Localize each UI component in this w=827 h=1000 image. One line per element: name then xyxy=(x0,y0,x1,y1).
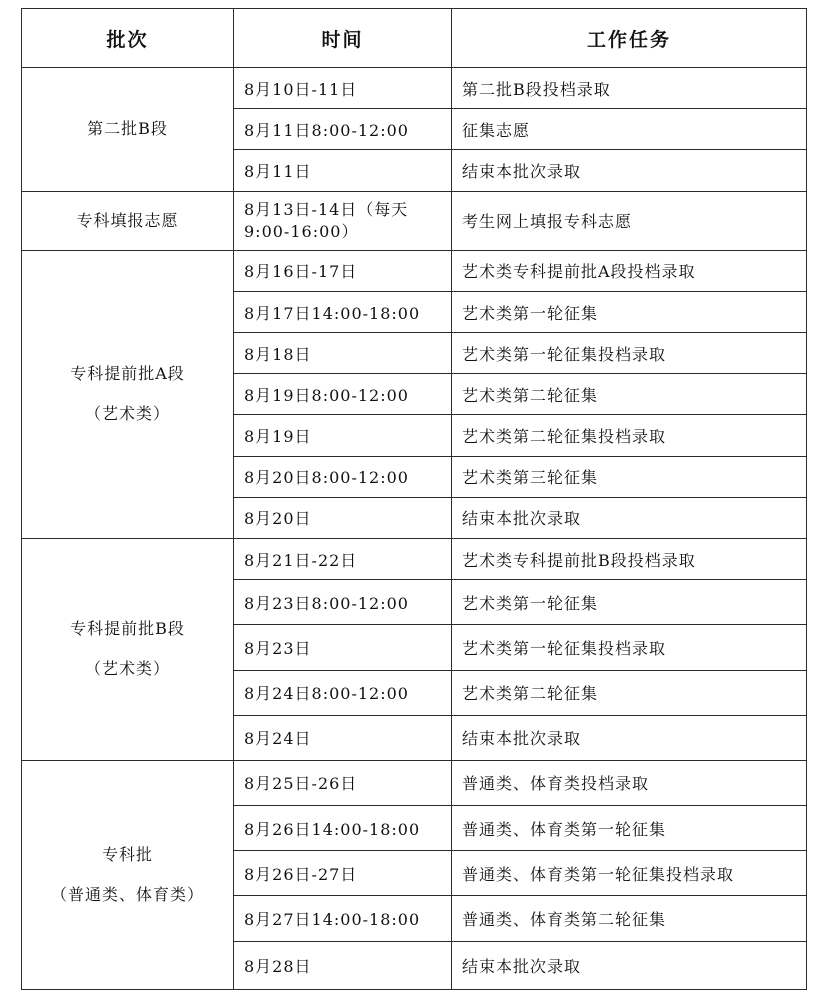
task-cell: 普通类、体育类第二轮征集 xyxy=(452,896,807,941)
task-cell: 征集志愿 xyxy=(452,109,807,150)
time-cell: 8月10日-11日 xyxy=(234,68,452,109)
time-cell: 8月26日-27日 xyxy=(234,851,452,896)
task-cell: 结束本批次录取 xyxy=(452,150,807,191)
task-cell: 普通类、体育类第一轮征集投档录取 xyxy=(452,851,807,896)
task-cell: 结束本批次录取 xyxy=(452,941,807,989)
time-cell: 8月13日-14日（每天9:00-16:00） xyxy=(234,191,452,250)
task-cell: 艺术类专科提前批B段投档录取 xyxy=(452,538,807,579)
batch-label: 专科填报志愿 xyxy=(76,210,179,230)
task-cell: 普通类、体育类第一轮征集 xyxy=(452,806,807,851)
time-cell: 8月27日14:00-18:00 xyxy=(234,896,452,941)
time-cell: 8月11日 xyxy=(234,150,452,191)
batch-label: （艺术类） xyxy=(84,659,170,679)
task-cell: 结束本批次录取 xyxy=(452,497,807,538)
batch-label: 专科提前批A段 xyxy=(70,364,185,384)
time-cell: 8月20日 xyxy=(234,497,452,538)
batch-cell xyxy=(22,191,234,250)
batch-label: （艺术类） xyxy=(84,404,170,424)
admission-schedule-table xyxy=(21,8,807,990)
time-cell: 8月11日8:00-12:00 xyxy=(234,109,452,150)
batch-cell xyxy=(22,68,234,192)
table-body xyxy=(22,68,807,990)
time-cell: 8月23日 xyxy=(234,625,452,670)
task-cell: 艺术类第一轮征集投档录取 xyxy=(452,333,807,374)
batch-label: （普通类、体育类） xyxy=(50,884,204,904)
batch-label: 第二批B段 xyxy=(87,119,168,139)
header-task: 工作任务 xyxy=(452,9,807,68)
time-cell: 8月21日-22日 xyxy=(234,538,452,579)
task-cell: 艺术类第三轮征集 xyxy=(452,456,807,497)
task-cell: 第二批B段投档录取 xyxy=(452,68,807,109)
task-cell: 考生网上填报专科志愿 xyxy=(452,191,807,250)
time-cell: 8月24日8:00-12:00 xyxy=(234,670,452,715)
table-row xyxy=(22,191,807,250)
time-cell: 8月25日-26日 xyxy=(234,760,452,805)
time-cell: 8月24日 xyxy=(234,715,452,760)
task-cell: 普通类、体育类投档录取 xyxy=(452,760,807,805)
task-cell: 艺术类第二轮征集投档录取 xyxy=(452,415,807,456)
time-cell: 8月26日14:00-18:00 xyxy=(234,806,452,851)
batch-cell xyxy=(22,250,234,538)
batch-label: 专科批 xyxy=(101,844,153,864)
task-cell: 艺术类第二轮征集 xyxy=(452,374,807,415)
time-cell: 8月23日8:00-12:00 xyxy=(234,580,452,625)
time-cell: 8月19日 xyxy=(234,415,452,456)
time-cell: 8月28日 xyxy=(234,941,452,989)
task-cell: 艺术类第二轮征集 xyxy=(452,670,807,715)
task-cell: 艺术类第一轮征集 xyxy=(452,291,807,332)
task-cell: 艺术类专科提前批A段投档录取 xyxy=(452,250,807,291)
task-cell: 艺术类第一轮征集 xyxy=(452,580,807,625)
header-batch: 批次 xyxy=(22,9,234,68)
time-cell: 8月17日14:00-18:00 xyxy=(234,291,452,332)
time-cell: 8月20日8:00-12:00 xyxy=(234,456,452,497)
table-row xyxy=(22,760,807,805)
table-row xyxy=(22,68,807,109)
time-cell: 8月16日-17日 xyxy=(234,250,452,291)
table-header-row xyxy=(22,9,807,68)
batch-cell xyxy=(22,538,234,760)
batch-label: 专科提前批B段 xyxy=(70,619,185,639)
header-time: 时间 xyxy=(234,9,452,68)
task-cell: 艺术类第一轮征集投档录取 xyxy=(452,625,807,670)
table-row xyxy=(22,538,807,579)
time-cell: 8月18日 xyxy=(234,333,452,374)
batch-cell xyxy=(22,760,234,989)
time-cell: 8月19日8:00-12:00 xyxy=(234,374,452,415)
task-cell: 结束本批次录取 xyxy=(452,715,807,760)
table-row xyxy=(22,250,807,291)
